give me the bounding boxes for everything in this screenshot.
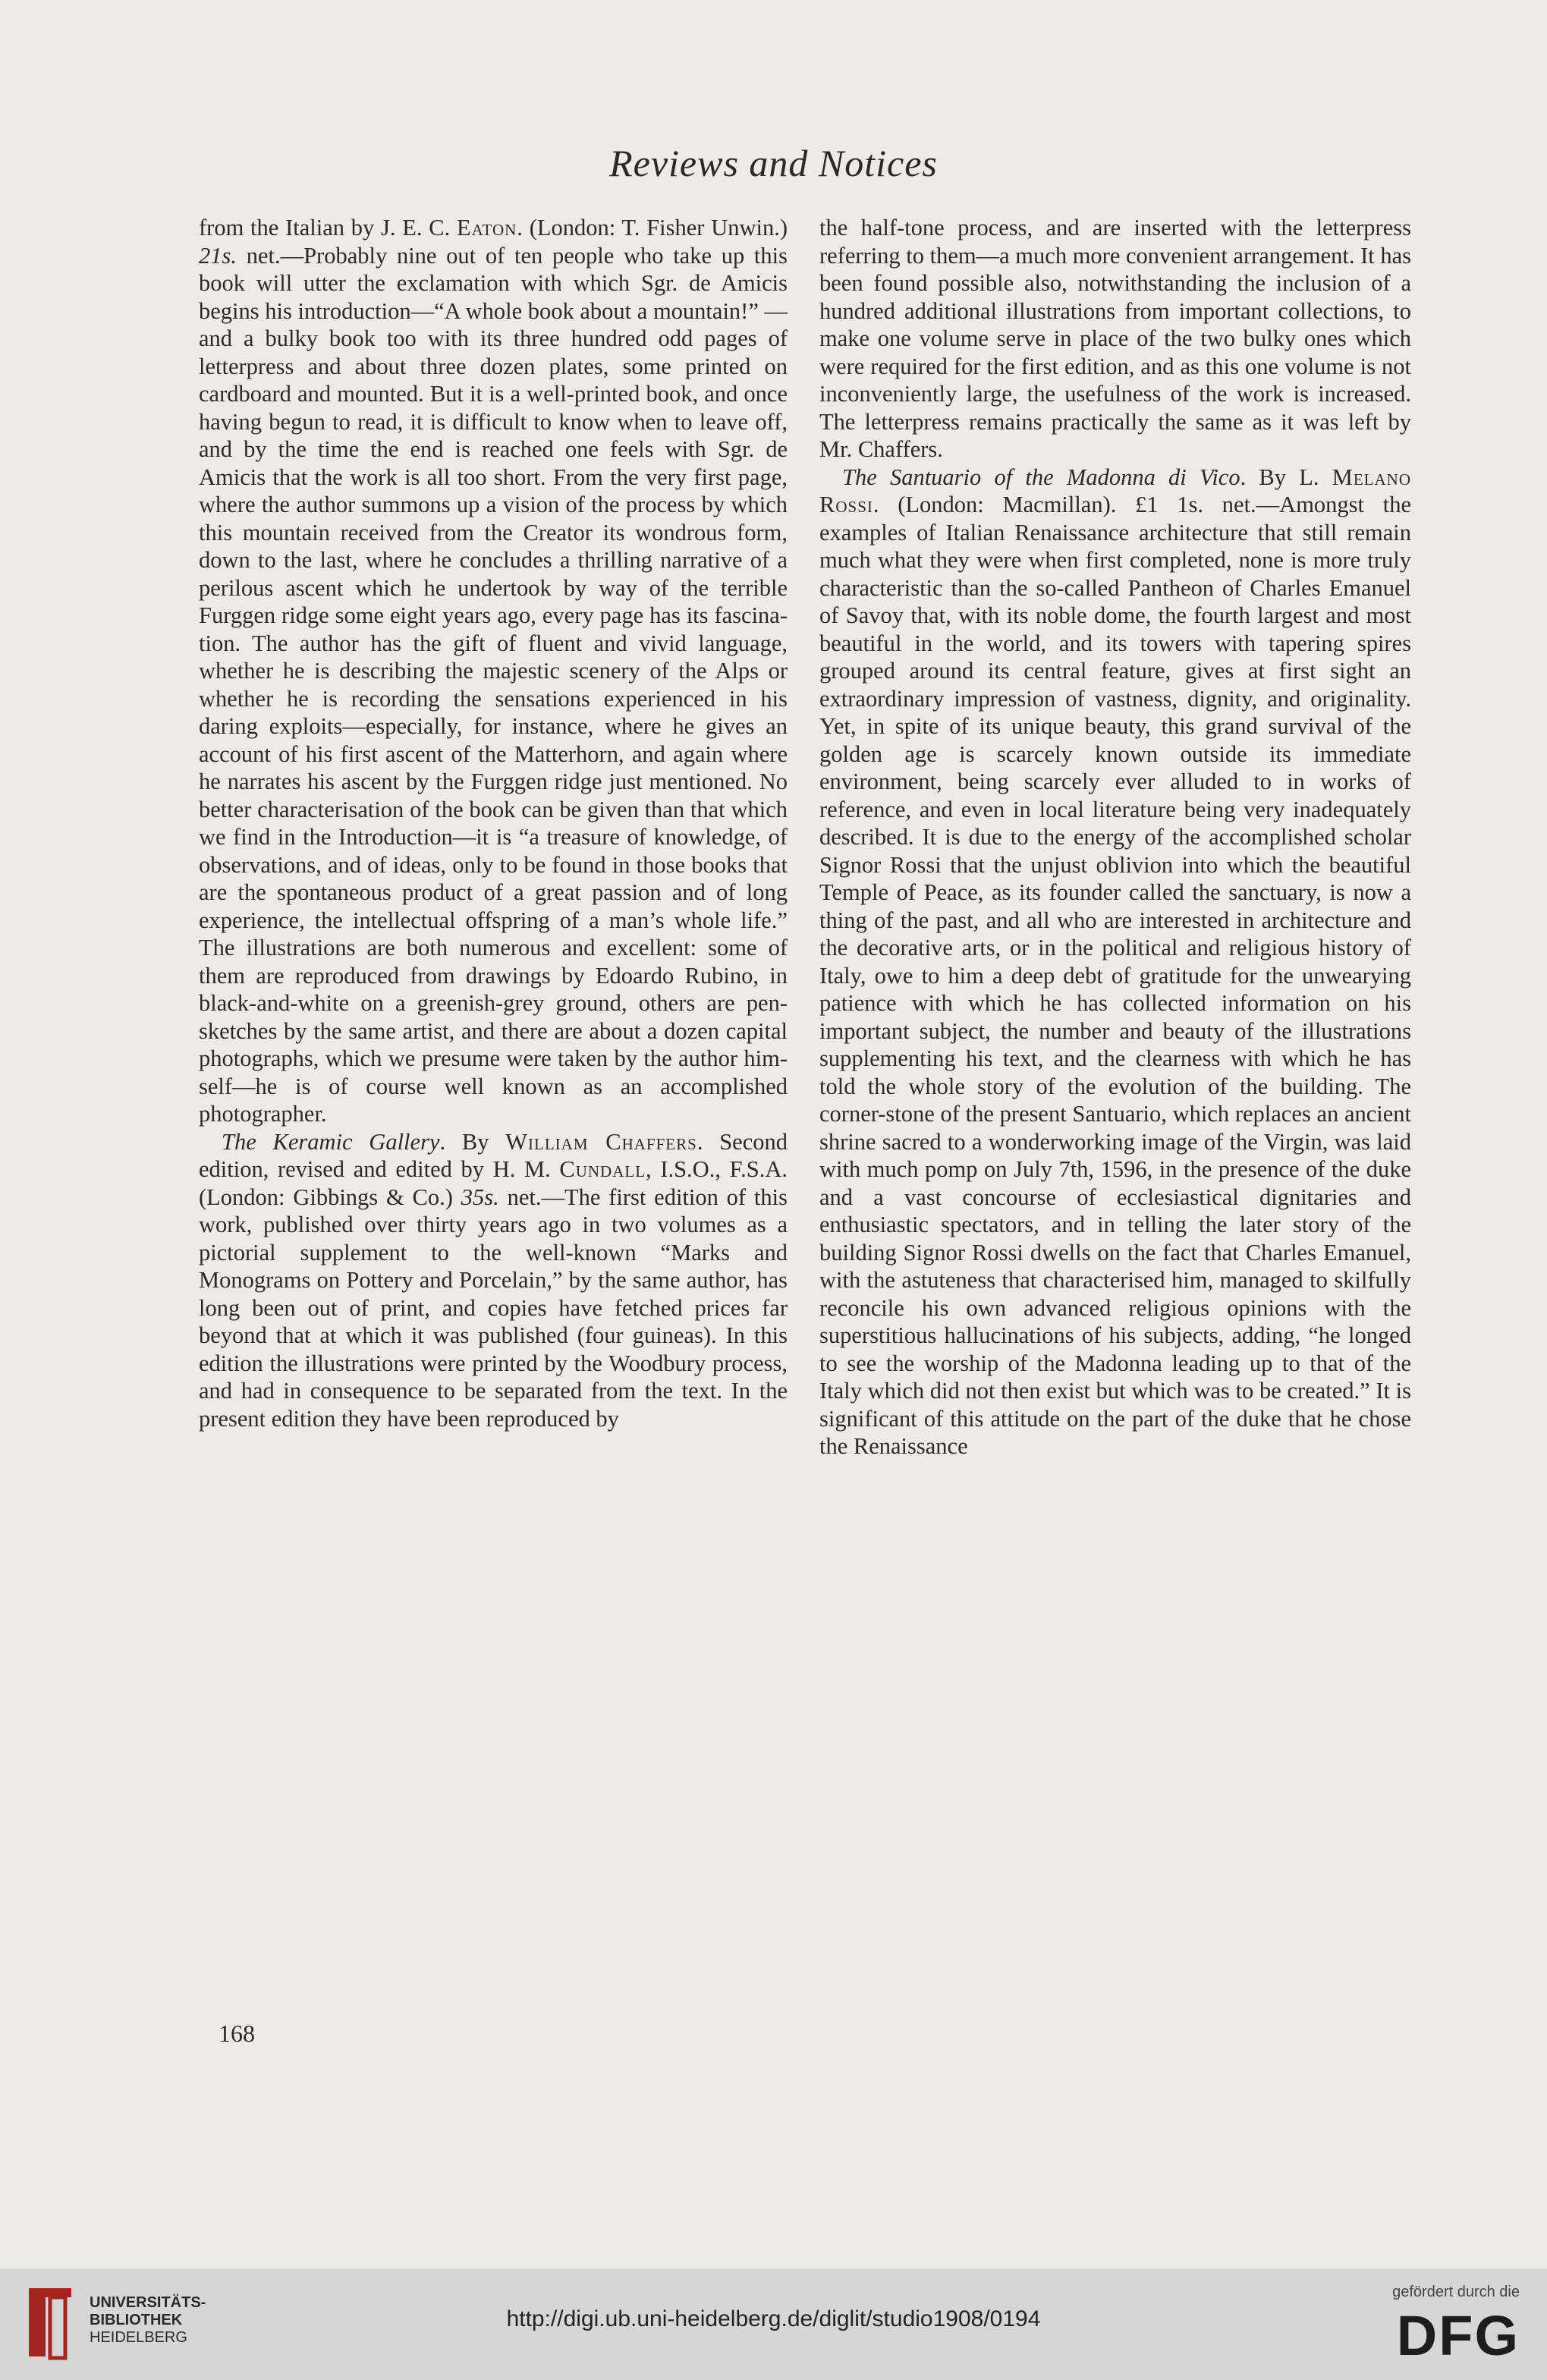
left-column — [199, 214, 788, 1432]
author-name: Eaton — [457, 215, 517, 241]
text-run: . Second edition, revised and edited by H. M. — [199, 1128, 788, 1182]
review-eaton-paragraph — [199, 214, 788, 1128]
review-santuario-paragraph — [819, 464, 1411, 1460]
book-title: The Keramic Gallery — [222, 1128, 440, 1155]
footer-bar — [0, 2268, 1547, 2380]
text-run: . By — [439, 1128, 506, 1155]
permalink-url[interactable]: http://digi.ub.uni-heidelberg.de/diglit/studio1908/0194 — [506, 2306, 1041, 2331]
dfg-logo: DFG — [1396, 2304, 1520, 2367]
price: 21s. — [199, 242, 237, 269]
text-run: . (London: T. Fisher Unwin.) — [517, 215, 788, 241]
author-name: William Chaffers — [505, 1128, 697, 1155]
review-keramic-gallery-paragraph — [199, 1128, 788, 1433]
library-name-line: BIBLIOTHEK — [90, 2312, 183, 2328]
running-head: Reviews and Notices — [609, 142, 938, 184]
library-name-line: HEIDELBERG — [90, 2329, 187, 2346]
book-title: The Santuario of the Madonna di Vico — [842, 464, 1240, 490]
text-run: . (London: Macmillan). — [873, 492, 1136, 517]
text-run: net.—Amongst the examples of Italian Renaissance architecture that still remain much what they were when first completed, none is more truly characteristic than the so-called Pantheon of Charles Emanuel of Savoy that, with its noble dome, the fourth largest and most beautiful in the world, and its towers with tapering spires grouped around its central feature, gives at first sight an extraordinary impression of vastness, dignity, and originality. Yet, in spite of its unique beauty, this grand survival of the golden age is scarcely known outside its immediate environment, being scarcely ever alluded to in works of reference, and even in local literature being very inadequately described. It is due to the energy of the accomplished scholar Signor Rossi that the unjust oblivion into which the beautiful Temple of Peace, as its founder called the sanctuary, is now a thing of the past, and all who are interested in architecture and the decorative arts, or in the political and religious history of Italy, owe to him a deep debt of gratitude for the unwearying patience with which he has collected information on his important subject, the number and beauty of the illustrations supplementing his text, and the clearness with which he has told the whole story of the evolution of the building. The corner-stone of the present Santuario, which replaces an ancient shrine sacred to a wonderworking image of the Virgin, was laid with much pomp on July 7th, 1596, in the presence of the duke and a vast concourse of ecclesiastical dignitaries and enthusiastic spectators, and in telling the later story of the building Signor Rossi dwells on the fact that Charles Emanuel, with the astuteness that characterised him, managed to skilfully reconcile his own advanced religious opinions with the superstitious hallucinations of his subjects, adding, “he longed to see the worship of the Madonna leading up to that of the Italy which did not then exist but which was to be created.” It is significant of this attitude on the part of the duke that he chose the Renaissance — [819, 492, 1411, 1459]
text-run: net.—The first edition of this work, published over thirty years ago in two volumes as a pictorial supplement to the well-known “Marks and Monograms on Pottery and Porcelain,” by the same author, has long been out of print, and copies have fetched prices far beyond that at which it was published (four guineas). In this edition the illustrations were printed by the Woodbury process, and had in consequence to be separated from the text. In the present edition they have been reproduced by — [199, 1184, 788, 1432]
library-name-line: UNIVERSITÄTS- — [90, 2294, 206, 2311]
page-number: 168 — [219, 2020, 255, 2047]
text-run: . By L. — [1240, 464, 1332, 490]
text-run: , I.S.O., F.S.A. (London: Gibbings & Co.) — [199, 1156, 788, 1210]
price: 35s. — [461, 1184, 499, 1210]
author-name: Melano Rossi — [819, 464, 1411, 517]
price: £1 1s. — [1135, 492, 1204, 517]
review-continuation-paragraph: the half-tone process, and are inserted with the letterpress referring to them—a much more convenient arrangement. It has been found possible also, notwithstanding the inclusion of a hundred additional illustrations from important collections, to make one volume serve in place of the two bulky ones which were required for the first edition, and as this one volume is not inconveniently large, the usefulness of the work is increased. The letterpress remains practically the same as it was left by Mr. Chaffers. — [819, 215, 1411, 462]
text-run: net.—Probably nine out of ten people who take up this book will utter the exclamation with which Sgr. de Amicis begins his introduction—“A whole book about a mountain!” —and a bulky book too with its three hundred odd pages of letterpress and about three dozen plates, some printed on cardboard and mounted. But it is a well-printed book, and once having begun to read, it is difficult to know when to leave off, and by the time the end is reached one feels with Sgr. de Amicis that the work is all too short. From the very first page, where the author summons up a vision of the process by which this mountain received from the Creator its wondrous form, down to the last, where he concludes a thrilling narrative of a perilous ascent which he undertook by way of the terrible Furggen ridge some eight years ago, every page has its fascination. The author has the gift of fluent and vivid language, whether he is describing the majestic scenery of the Alps or whether he is recording the sensations experienced in his daring exploits—especially, for instance, where he gives an account of his first ascent of the Matterhorn, and again where he narrates his ascent by the Furggen ridge just mentioned. No better characterisation of the book can be given than that which we find in the Introduction—it is “a treasure of knowledge, of observations, and of ideas, only to be found in those books that are the spontaneous product of a great passion and of long experience, the intellectual offspring of a man’s whole life.” The illustrations are both numerous and excellent: some of them are reproduced from drawings by Edoardo Rubino, in black-and-white on a greenish-grey ground, others are pen-sketches by the same artist, and there are about a dozen capital photographs, which we presume were taken by the author himself—he is of course well known as an accomplished photographer. — [199, 242, 788, 1127]
editor-name: Cundall — [559, 1156, 646, 1182]
text-run: from the Italian by J. E. C. — [199, 215, 457, 241]
right-column — [819, 214, 1411, 1460]
sponsor-caption: gefördert durch die — [1392, 2284, 1520, 2300]
